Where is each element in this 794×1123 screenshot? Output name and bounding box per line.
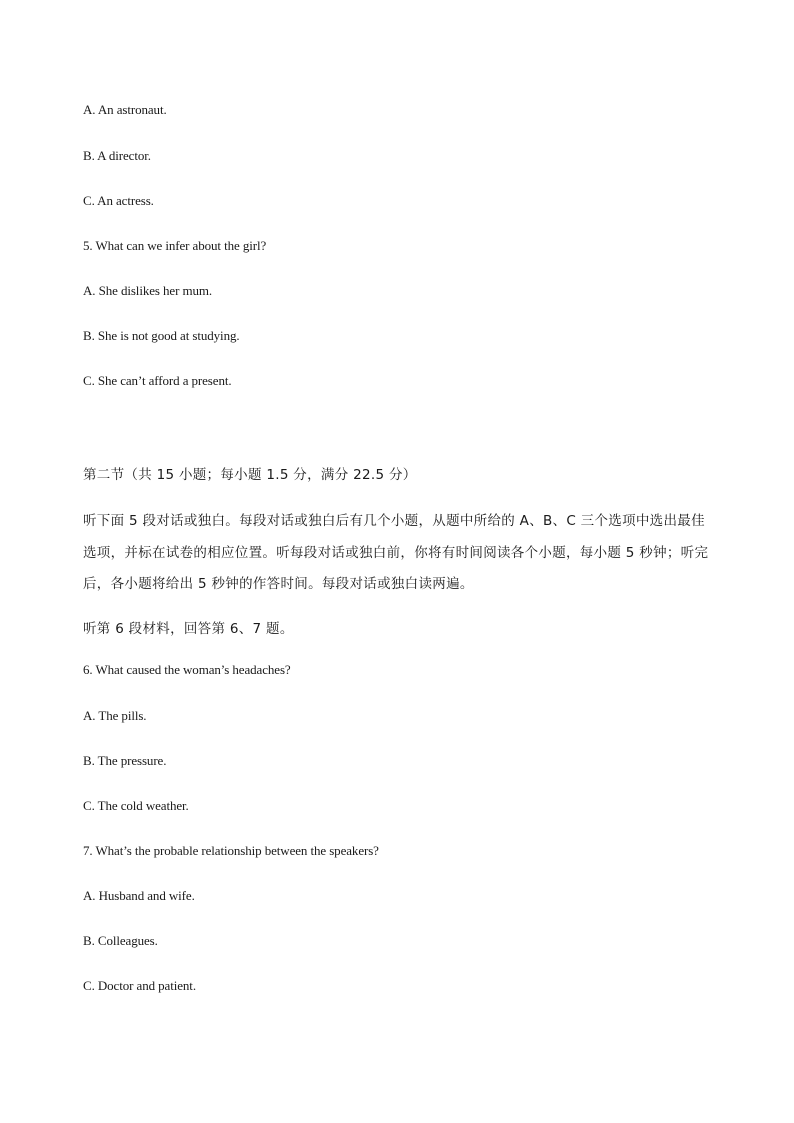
q5-option-b: B. She is not good at studying. xyxy=(83,328,240,343)
q4-option-b: B. A director. xyxy=(83,148,151,163)
q4-option-c: C. An actress. xyxy=(83,193,154,208)
q7-option-b: B. Colleagues. xyxy=(83,933,158,948)
q5-option-c: C. She can’t afford a present. xyxy=(83,373,232,388)
q6-option-a: A. The pills. xyxy=(83,708,147,723)
q7-option-a: A. Husband and wife. xyxy=(83,888,195,903)
q6-question: 6. What caused the woman’s headaches? xyxy=(83,662,291,677)
instructions-line-3: 后，各小题将给出 5 秒钟的作答时间。每段对话或独白读两遍。 xyxy=(83,576,474,592)
q7-option-c: C. Doctor and patient. xyxy=(83,978,196,993)
instructions-line-2: 选项，并标在试卷的相应位置。听每段对话或独白前，你将有时间阅读各个小题，每小题 5 秒钟；听完 xyxy=(83,545,709,561)
q5-question: 5. What can we infer about the girl? xyxy=(83,238,267,253)
q7-question: 7. What’s the probable relationship between the speakers? xyxy=(83,843,379,858)
q5-option-a: A. She dislikes her mum. xyxy=(83,283,213,298)
section-header: 第二节（共 15 小题；每小题 1.5 分，满分 22.5 分） xyxy=(83,467,417,483)
material-label: 听第 6 段材料，回答第 6、7 题。 xyxy=(83,621,294,637)
q6-option-b: B. The pressure. xyxy=(83,753,167,768)
q4-option-a: A. An astronaut. xyxy=(83,102,167,117)
instructions-line-1: 听下面 5 段对话或独白。每段对话或独白后有几个小题，从题中所给的 A、B、C 三个选项中选出最佳 xyxy=(83,513,705,529)
q6-option-c: C. The cold weather. xyxy=(83,798,189,813)
